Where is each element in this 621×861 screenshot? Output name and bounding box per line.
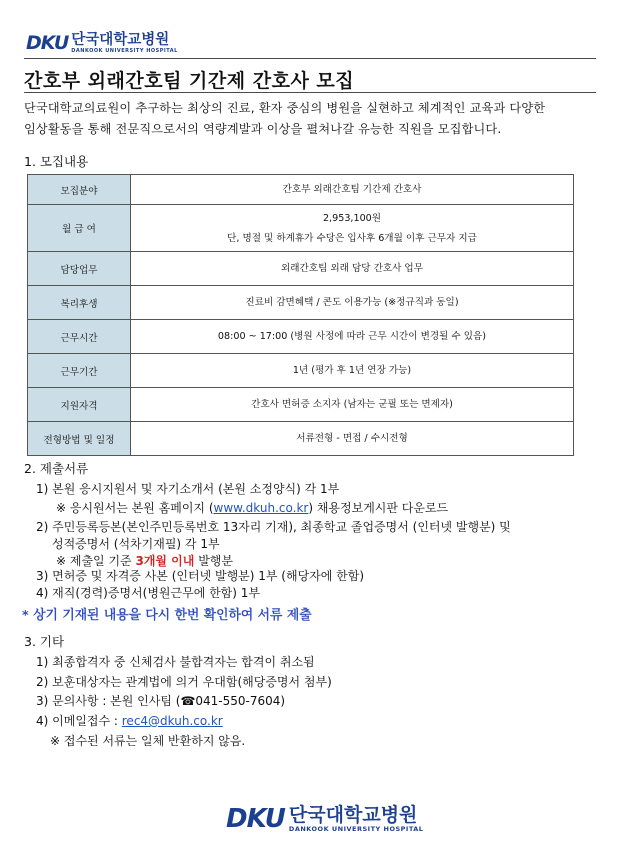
doc-item-1-note — [56, 499, 448, 516]
logo-subtitle: DANKOOK UNIVERSITY HOSPITAL — [71, 48, 178, 54]
doc-item-2: 2) 주민등록등본(본인주민등록번호 13자리 기재), 최종학교 졸업증명서 (인터넷 발행분) 및 — [36, 520, 511, 534]
row-value: 간호부 외래간호팀 기간제 간호사 — [131, 175, 574, 205]
intro-line-2: 임상활동을 통해 전문직으로서의 역량계발과 이상을 펼쳐나갈 유능한 직원을 모집합니다. — [24, 122, 502, 136]
header-logo — [26, 33, 178, 54]
row-label: 월 급 여 — [28, 205, 131, 252]
row-value: 진료비 감면혜택 / 콘도 이용가능 (※정규직과 동일) — [131, 286, 574, 320]
email-label: 4) 이메일접수 : — [36, 714, 122, 728]
homepage-link[interactable]: www.dkuh.co.kr — [213, 501, 309, 515]
row-value: 08:00 ~ 17:00 (병원 사정에 따라 근무 시간이 변경될 수 있음) — [131, 320, 574, 354]
salary-amount: 2,953,100원 — [322, 212, 382, 224]
note-text: 발행분 — [194, 554, 233, 568]
row-value: 외래간호팀 외래 담당 간호사 업무 — [131, 252, 574, 286]
section-3-heading: 3. 기타 — [24, 634, 65, 649]
etc-item-2: 2) 보훈대상자는 관계법에 의거 우대함(해당증명서 첨부) — [36, 675, 332, 689]
doc-item-3: 3) 면허증 및 자격증 사본 (인터넷 발행분) 1부 (해당자에 한함) — [36, 569, 365, 583]
row-label: 복리후생 — [28, 286, 131, 320]
table-row — [28, 388, 574, 422]
logo-name: 단국대학교병원 — [71, 32, 170, 48]
email-link[interactable]: rec4@dkuh.co.kr — [121, 714, 223, 728]
section-1-heading: 1. 모집내용 — [24, 154, 89, 169]
footer-logo — [226, 805, 423, 833]
header-rule — [24, 58, 596, 59]
row-label: 모집분야 — [28, 175, 131, 205]
salary-note: 단, 명절 및 하계휴가 수당은 입사후 6개월 이후 근무자 지급 — [227, 232, 477, 244]
logo-mark: DKU — [26, 32, 69, 54]
title-rule — [24, 92, 596, 93]
doc-item-4: 4) 재직(경력)증명서(병원근무에 한함) 1부 — [36, 586, 261, 600]
table-row — [28, 354, 574, 388]
row-value: 간호사 면허증 소지자 (남자는 군필 또는 면제자) — [131, 388, 574, 422]
table-row — [28, 422, 574, 456]
doc-item-1: 1) 본원 응시지원서 및 자기소개서 (본원 소정양식) 각 1부 — [36, 482, 340, 496]
etc-note: ※ 접수된 서류는 일체 반환하지 않음. — [50, 734, 246, 748]
row-label: 지원자격 — [28, 388, 131, 422]
section-2-heading: 2. 제출서류 — [24, 461, 89, 476]
table-row — [28, 286, 574, 320]
note-text: ※ 응시원서는 본원 홈페이지 ( — [56, 501, 214, 515]
etc-item-3: 3) 문의사항 : 본원 인사팀 (☎041-550-7604) — [36, 694, 286, 708]
doc-item-2-cont: 성적증명서 (석차기재필) 각 1부 — [52, 537, 220, 551]
warning-notice: * 상기 기재된 내용을 다시 한번 확인하여 서류 제출 — [22, 608, 312, 623]
row-value: 서류전형 - 면접 / 수시전형 — [131, 422, 574, 456]
etc-item-1: 1) 최종합격자 중 신체검사 불합격자는 합격이 취소됨 — [36, 655, 315, 669]
row-value — [131, 205, 574, 252]
footer-logo-mark: DKU — [226, 804, 285, 834]
etc-item-4 — [36, 712, 223, 729]
recruitment-table — [27, 174, 574, 456]
row-label: 전형방법 및 일정 — [28, 422, 131, 456]
note-text: ※ 제출일 기준 — [56, 554, 136, 568]
note-text: ) 채용정보게시판 다운로드 — [308, 501, 449, 515]
row-label: 근무기간 — [28, 354, 131, 388]
footer-logo-subtitle: DANKOOK UNIVERSITY HOSPITAL — [288, 825, 424, 833]
intro-line-1: 단국대학교의료원이 추구하는 최상의 진료, 환자 중심의 병원을 실현하고 체계적인 교육과 다양한 — [24, 101, 546, 115]
table-row — [28, 205, 574, 252]
table-row — [28, 252, 574, 286]
table-row — [28, 175, 574, 205]
highlight-text: 3개월 이내 — [135, 554, 195, 568]
table-row — [28, 320, 574, 354]
row-value: 1년 (평가 후 1년 연장 가능) — [131, 354, 574, 388]
row-label: 근무시간 — [28, 320, 131, 354]
page-title: 간호부 외래간호팀 기간제 간호사 모집 — [24, 70, 355, 92]
row-label: 담당업무 — [28, 252, 131, 286]
footer-logo-name: 단국대학교병원 — [288, 804, 418, 826]
